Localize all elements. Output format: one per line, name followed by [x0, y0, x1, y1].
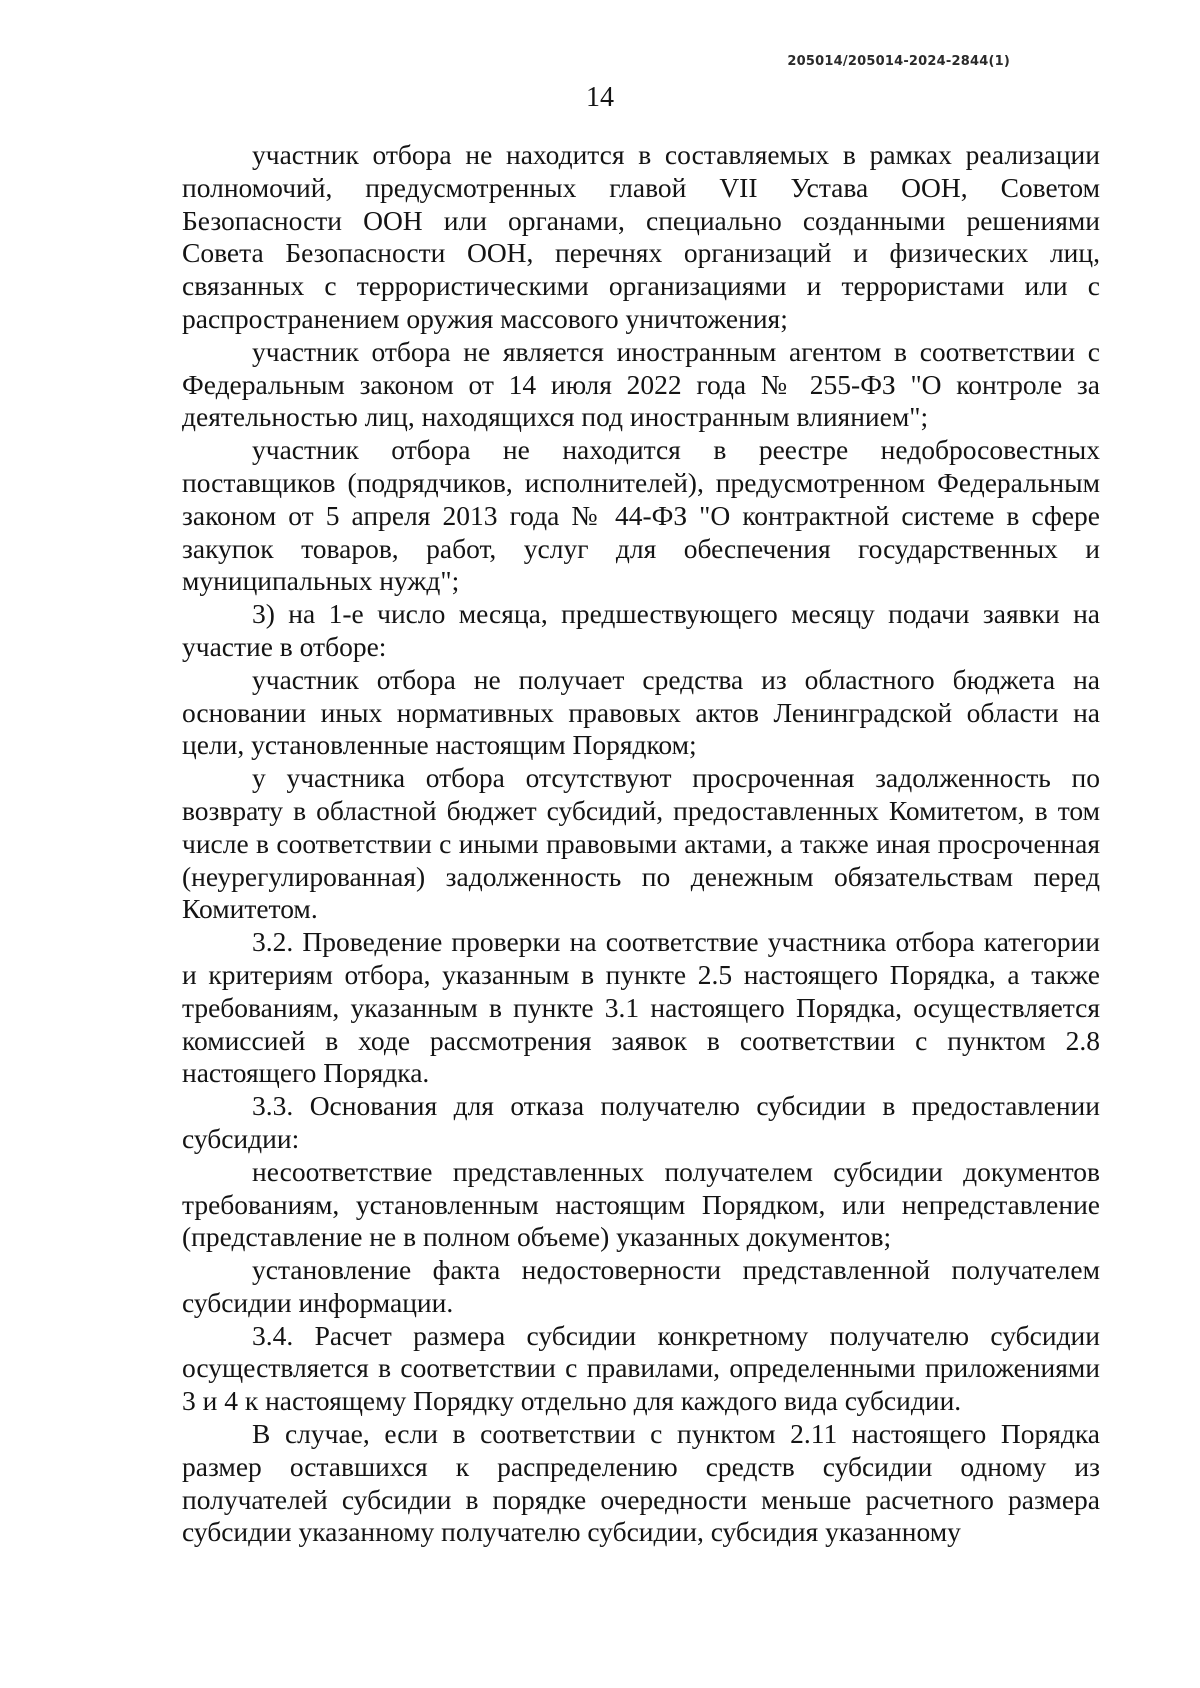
page-number: 14 — [586, 82, 614, 113]
paragraph-unfair-suppliers-registry: участник отбора не находится в реестре недобросовестных поставщиков (подрядчиков, исполнителей), предусмотренном Федеральным законом от 5 апреля 2013 года № 44-ФЗ "О контрактной системе в сфере закупок товаров, работ, услуг для обеспечения государственных и муниципальных нужд"; — [182, 434, 1100, 597]
paragraph-remaining-funds-case: В случае, если в соответствии с пунктом 2.11 настоящего Порядка размер оставшихся к распределению средств субсидии одному из получателей субсидии в порядке очередности меньше расчетного размера субсидии указанному получателю субсидии, субсидия указанному — [182, 1418, 1100, 1548]
paragraph-un-sanctions-lists: участник отбора не находится в составляемых в рамках реализации полномочий, предусмотренных главой VII Устава ООН, Советом Безопасности ООН или органами, специально созданными решениями Совета Безопасности ООН, перечнях организаций и физических лиц, связанных с террористическими организациями и террористами или с распространением оружия массового уничтожения; — [182, 139, 1100, 334]
paragraph-no-overdue-debt: у участника отбора отсутствуют просроченная задолженность по возврату в областной бюджет субсидий, предоставленных Комитетом, в том числе в соответствии с иными правовыми актами, а также иная просроченная (неурегулированная) задолженность по денежным обязательствам перед Комитетом. — [182, 762, 1100, 925]
document-body — [182, 139, 1100, 1549]
paragraph-section-3-2: 3.2. Проведение проверки на соответствие участника отбора категории и критериям отбора, указанным в пункте 2.5 настоящего Порядка, а также требованиям, указанным в пункте 3.1 настоящего Порядка, осуществляется комиссией в ходе рассмотрения заявок в соответствии с пунктом 2.8 настоящего Порядка. — [182, 926, 1100, 1089]
paragraph-false-information: установление факта недостоверности представленной получателем субсидии информации. — [182, 1254, 1100, 1318]
paragraph-document-mismatch: несоответствие представленных получателем субсидии документов требованиям, установленным настоящим Порядком, или непредставление (представление не в полном объеме) указанных документов; — [182, 1155, 1100, 1253]
paragraph-section-3-3: 3.3. Основания для отказа получателю субсидии в предоставлении субсидии: — [182, 1090, 1100, 1154]
paragraph-no-regional-budget-funds: участник отбора не получает средства из областного бюджета на основании иных нормативных правовых актов Ленинградской области на цели, установленные настоящим Порядком; — [182, 663, 1100, 761]
paragraph-item-3-first-day-of-month: 3) на 1-е число месяца, предшествующего месяцу подачи заявки на участие в отборе: — [182, 598, 1100, 662]
paragraph-section-3-4: 3.4. Расчет размера субсидии конкретному получателю субсидии осуществляется в соответствии с правилами, определенными приложениями 3 и 4 к настоящему Порядку отдельно для каждого вида субсидии. — [182, 1319, 1100, 1417]
paragraph-foreign-agent: участник отбора не является иностранным агентом в соответствии с Федеральным законом от 14 июля 2022 года № 255-ФЗ "О контроле за деятельностью лиц, находящихся под иностранным влиянием"; — [182, 335, 1100, 433]
document-registration-number: 205014/205014-2024-2844(1) — [787, 54, 1010, 69]
